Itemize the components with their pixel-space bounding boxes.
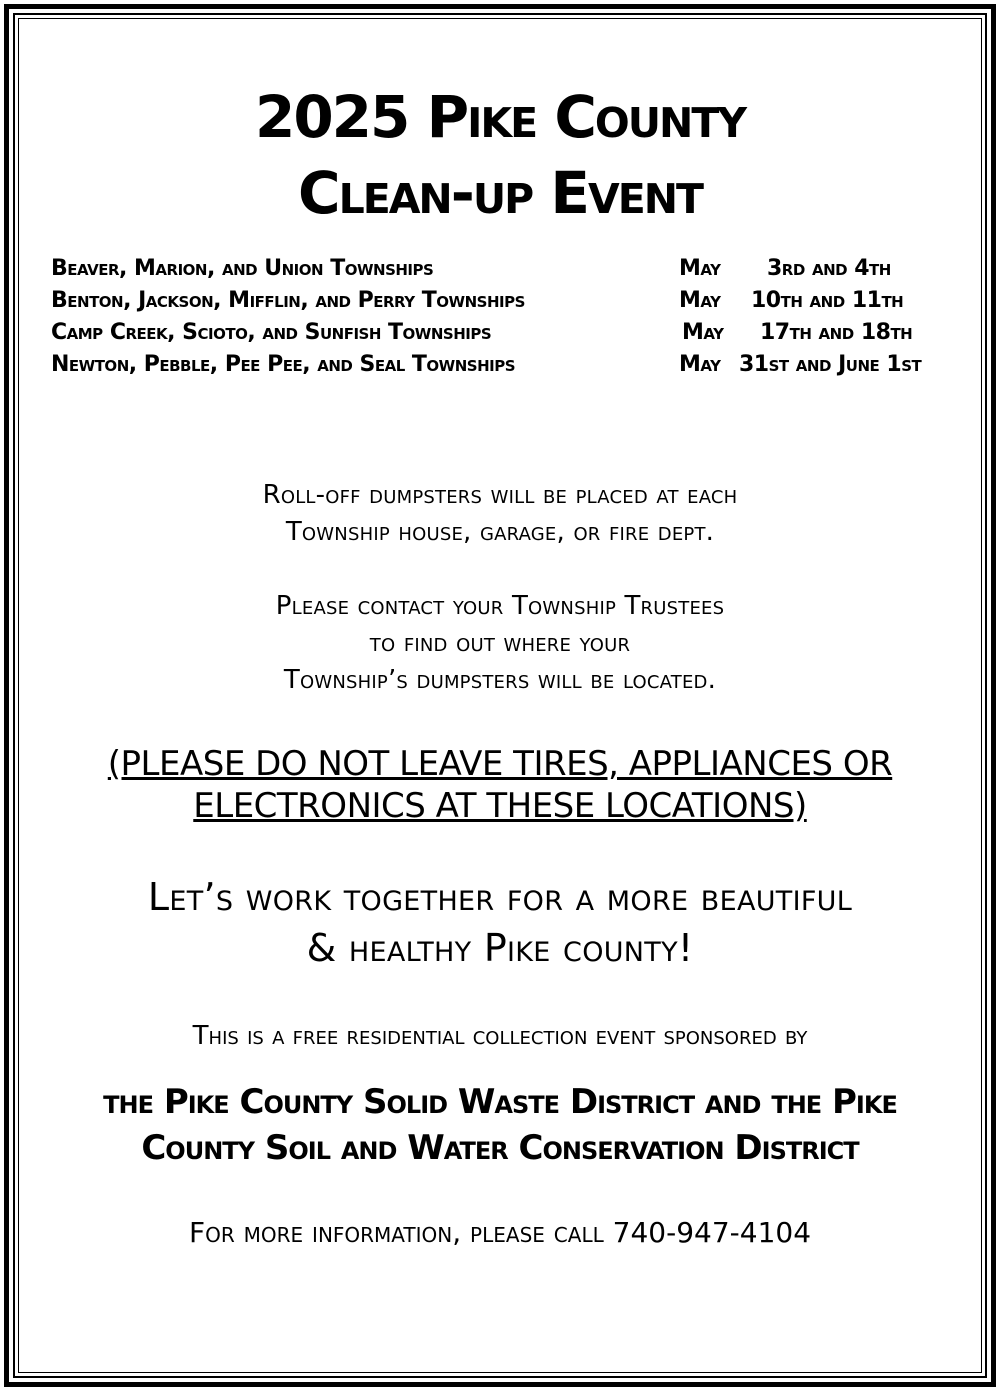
- schedule-row: [51, 320, 971, 350]
- contact-text: For more information, please call: [188, 1216, 604, 1249]
- sponsor-intro: This is a free residential collection event sponsored by: [192, 1021, 808, 1051]
- trustees-line-1: Please contact your Township Trustees: [275, 591, 725, 621]
- dumpsters-line-2: Township house, garage, or fire dept.: [285, 517, 715, 547]
- contact-info: [0, 1216, 1000, 1249]
- dumpsters-line-1: Roll-off dumpsters will be placed at each: [262, 480, 738, 510]
- contact-phone: 740-947-4104: [612, 1216, 812, 1249]
- schedule-townships: Benton, Jackson, Mifflin, and Perry Townships: [51, 288, 525, 313]
- schedule-dates: 31st and June 1st: [739, 352, 922, 377]
- schedule-row: [51, 288, 971, 318]
- warning-line-2: ELECTRONICS AT THESE LOCATIONS): [193, 786, 807, 826]
- schedule-dates: 17th and 18th: [760, 320, 913, 345]
- schedule-townships: Beaver, Marion, and Union Townships: [51, 256, 434, 281]
- schedule-month: May: [679, 288, 721, 313]
- page-title-line-2: Clean-up Event: [298, 159, 702, 227]
- slogan-line-2: & healthy Pike county!: [306, 926, 694, 970]
- schedule-dates: 10th and 11th: [751, 288, 904, 313]
- page-title-line-1: 2025 Pike County: [254, 83, 746, 151]
- warning-line-1: (PLEASE DO NOT LEAVE TIRES, APPLIANCES OR: [107, 744, 893, 784]
- schedule-row: [51, 352, 971, 382]
- sponsor-line-2: County Soil and Water Conservation District: [141, 1128, 859, 1168]
- schedule-townships: Camp Creek, Scioto, and Sunfish Townships: [51, 320, 492, 345]
- schedule-month: May: [679, 256, 721, 281]
- sponsor-line-1: the Pike County Solid Waste District and the Pike: [103, 1082, 897, 1122]
- schedule-row: [51, 256, 971, 286]
- trustees-line-2: to find out where your: [369, 628, 631, 658]
- slogan-line-1: Let’s work together for a more beautiful: [147, 875, 853, 919]
- schedule-month: May: [679, 352, 721, 377]
- schedule-townships: Newton, Pebble, Pee Pee, and Seal Townships: [51, 352, 516, 377]
- schedule-dates: 3rd and 4th: [767, 256, 891, 281]
- schedule-month: May: [682, 320, 724, 345]
- trustees-line-3: Township’s dumpsters will be located.: [283, 665, 717, 695]
